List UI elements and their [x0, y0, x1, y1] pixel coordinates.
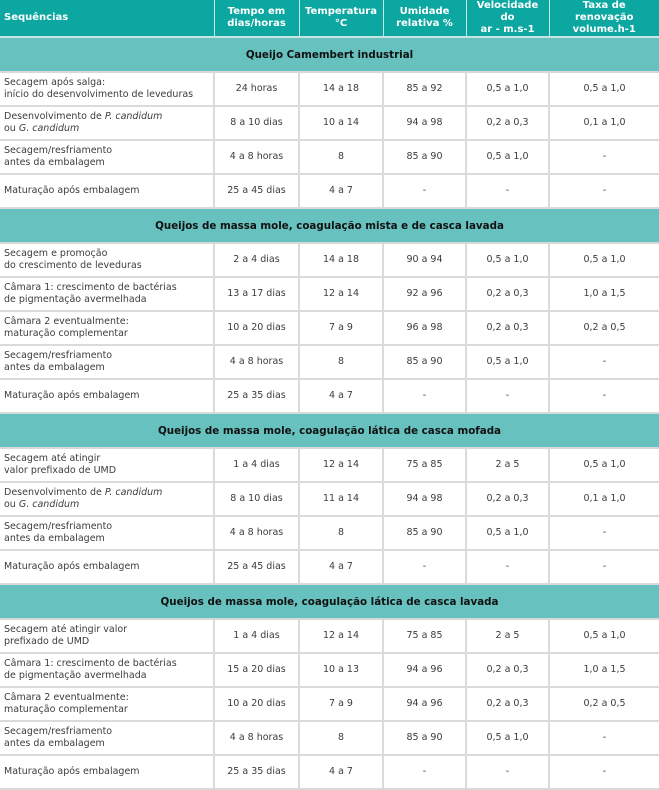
cell-sequencia: [0, 345, 214, 379]
sequence-text: Câmara 2 eventualmente:: [4, 316, 129, 327]
cell-umidade: -: [383, 755, 466, 789]
sequence-text: Maturação após embalagem: [4, 185, 140, 196]
table-row: [0, 516, 659, 550]
header-sequencias: [0, 0, 214, 37]
cell-sequencia: [0, 277, 214, 311]
cell-velocidade: 0,5 a 1,0: [466, 345, 549, 379]
sequence-text: valor prefixado de UMD: [4, 465, 117, 476]
cell-tempo: 25 a 35 dias: [214, 755, 299, 789]
sequence-text: Secagem após salga:: [4, 77, 106, 88]
species-name: G. candidum: [18, 123, 80, 134]
cell-sequencia: [0, 106, 214, 140]
table-row: [0, 550, 659, 584]
sequence-text: início do desenvolvimento de leveduras: [4, 89, 194, 100]
sequence-text: Maturação após embalagem: [4, 390, 140, 401]
cell-taxa: 1,0 a 1,5: [549, 277, 659, 311]
cell-sequencia: [0, 687, 214, 721]
cell-velocidade: 0,2 a 0,3: [466, 653, 549, 687]
cell-umidade: 94 a 98: [383, 482, 466, 516]
cell-temperatura: 11 a 14: [299, 482, 383, 516]
species-name: G. candidum: [18, 499, 80, 510]
sequence-text: de pigmentação avermelhada: [4, 670, 147, 681]
sequence-text: Câmara 1: crescimento de bactérias: [4, 282, 177, 293]
header-temperatura: [299, 0, 383, 37]
cell-umidade: 75 a 85: [383, 448, 466, 482]
cell-temperatura: 14 a 18: [299, 243, 383, 277]
cell-tempo: 4 a 8 horas: [214, 345, 299, 379]
table-row: [0, 72, 659, 106]
cell-temperatura: 12 a 14: [299, 448, 383, 482]
header-label: Sequências: [4, 12, 69, 23]
section-row: [0, 37, 659, 72]
table-row: [0, 653, 659, 687]
section-title: Queijo Camembert industrial: [0, 37, 659, 72]
cell-taxa: -: [549, 721, 659, 755]
cell-sequencia: [0, 379, 214, 413]
cell-taxa: -: [549, 345, 659, 379]
cell-umidade: 85 a 92: [383, 72, 466, 106]
cell-tempo: 24 horas: [214, 72, 299, 106]
cell-velocidade: 0,5 a 1,0: [466, 243, 549, 277]
sequence-text: Desenvolvimento de: [4, 487, 105, 498]
cell-taxa: 0,2 a 0,5: [549, 311, 659, 345]
cell-temperatura: 10 a 14: [299, 106, 383, 140]
sequence-text: Desenvolvimento de: [4, 111, 105, 122]
table-body: [0, 37, 659, 789]
section-row: [0, 413, 659, 448]
cell-tempo: 8 a 10 dias: [214, 482, 299, 516]
cell-taxa: -: [549, 174, 659, 208]
cell-velocidade: 0,2 a 0,3: [466, 311, 549, 345]
section-row: [0, 584, 659, 619]
cell-temperatura: 4 a 7: [299, 379, 383, 413]
cell-temperatura: 12 a 14: [299, 277, 383, 311]
section-title: Queijos de massa mole, coagulação lática de casca mofada: [0, 413, 659, 448]
cell-temperatura: 7 a 9: [299, 687, 383, 721]
cell-tempo: 4 a 8 horas: [214, 140, 299, 174]
cell-velocidade: 2 a 5: [466, 448, 549, 482]
cell-umidade: 85 a 90: [383, 345, 466, 379]
cell-umidade: 75 a 85: [383, 619, 466, 653]
species-name: P. candidum: [104, 487, 163, 498]
table-row: [0, 140, 659, 174]
cell-taxa: -: [549, 755, 659, 789]
cell-taxa: 0,2 a 0,5: [549, 687, 659, 721]
table-row: [0, 311, 659, 345]
cell-temperatura: 7 a 9: [299, 311, 383, 345]
table-row: [0, 619, 659, 653]
cell-umidade: -: [383, 174, 466, 208]
table-row: [0, 755, 659, 789]
table-row: [0, 345, 659, 379]
header-label: Tempo em: [227, 6, 286, 17]
cell-temperatura: 8: [299, 345, 383, 379]
header-label: ar - m.s-1: [480, 24, 535, 35]
sequence-text: antes da embalagem: [4, 738, 105, 749]
cell-temperatura: 4 a 7: [299, 755, 383, 789]
cell-sequencia: [0, 550, 214, 584]
cell-sequencia: [0, 140, 214, 174]
species-name: P. candidum: [104, 111, 163, 122]
cell-temperatura: 4 a 7: [299, 550, 383, 584]
cell-velocidade: -: [466, 550, 549, 584]
cell-umidade: 94 a 96: [383, 687, 466, 721]
cell-sequencia: [0, 243, 214, 277]
sequence-text: Secagem até atingir: [4, 453, 101, 464]
header-label: volume.h-1: [572, 24, 636, 35]
cell-taxa: 0,5 a 1,0: [549, 243, 659, 277]
cell-velocidade: 0,5 a 1,0: [466, 721, 549, 755]
section-row: [0, 208, 659, 243]
cell-velocidade: 0,2 a 0,3: [466, 687, 549, 721]
sequence-text: Maturação após embalagem: [4, 561, 140, 572]
cell-taxa: -: [549, 550, 659, 584]
header-label: dias/horas: [227, 18, 286, 29]
cell-tempo: 10 a 20 dias: [214, 311, 299, 345]
cell-tempo: 4 a 8 horas: [214, 516, 299, 550]
header-label: Velocidade do: [476, 0, 539, 23]
sequence-text: do crescimento de leveduras: [4, 260, 142, 271]
cell-temperatura: 12 a 14: [299, 619, 383, 653]
cell-taxa: 0,5 a 1,0: [549, 619, 659, 653]
cell-tempo: 25 a 35 dias: [214, 379, 299, 413]
section-title: Queijos de massa mole, coagulação lática de casca lavada: [0, 584, 659, 619]
table-row: [0, 482, 659, 516]
cell-taxa: 0,1 a 1,0: [549, 106, 659, 140]
cell-velocidade: -: [466, 755, 549, 789]
cell-taxa: 0,5 a 1,0: [549, 448, 659, 482]
header-label: relativa %: [396, 18, 453, 29]
cell-umidade: 96 a 98: [383, 311, 466, 345]
sequence-text: Secagem/resfriamento: [4, 350, 113, 361]
cell-umidade: -: [383, 550, 466, 584]
sequence-text: Secagem/resfriamento: [4, 145, 113, 156]
cell-temperatura: 10 a 13: [299, 653, 383, 687]
cell-sequencia: [0, 72, 214, 106]
cell-sequencia: [0, 653, 214, 687]
cell-taxa: -: [549, 140, 659, 174]
cell-velocidade: 2 a 5: [466, 619, 549, 653]
sequence-text: ou: [4, 123, 19, 134]
cell-temperatura: 8: [299, 721, 383, 755]
sequence-text: Câmara 1: crescimento de bactérias: [4, 658, 177, 669]
cell-velocidade: -: [466, 174, 549, 208]
cell-velocidade: 0,5 a 1,0: [466, 516, 549, 550]
cell-umidade: 94 a 98: [383, 106, 466, 140]
cell-velocidade: 0,2 a 0,3: [466, 482, 549, 516]
sequence-text: antes da embalagem: [4, 533, 105, 544]
header-umidade: [383, 0, 466, 37]
table-row: [0, 174, 659, 208]
sequence-text: antes da embalagem: [4, 157, 105, 168]
sequence-text: Secagem até atingir valor: [4, 624, 128, 635]
header-label: Taxa de renovação: [574, 0, 634, 23]
cell-umidade: 90 a 94: [383, 243, 466, 277]
sequence-text: Secagem e promoção: [4, 248, 108, 259]
cell-temperatura: 8: [299, 140, 383, 174]
cell-velocidade: 0,2 a 0,3: [466, 106, 549, 140]
header-velocidade: [466, 0, 549, 37]
table-row: [0, 448, 659, 482]
cell-velocidade: 0,5 a 1,0: [466, 140, 549, 174]
cell-umidade: 85 a 90: [383, 516, 466, 550]
table-row: [0, 243, 659, 277]
cell-taxa: 0,5 a 1,0: [549, 72, 659, 106]
cell-tempo: 25 a 45 dias: [214, 174, 299, 208]
header-label: Temperatura: [305, 6, 377, 17]
cell-sequencia: [0, 755, 214, 789]
cell-velocidade: 0,5 a 1,0: [466, 72, 549, 106]
header-row: [0, 0, 659, 37]
cell-temperatura: 8: [299, 516, 383, 550]
table-row: [0, 277, 659, 311]
cell-sequencia: [0, 448, 214, 482]
table-row: [0, 379, 659, 413]
cell-taxa: -: [549, 516, 659, 550]
sequence-text: Secagem/resfriamento: [4, 726, 113, 737]
header-tempo: [214, 0, 299, 37]
table-row: [0, 106, 659, 140]
cell-umidade: 92 a 96: [383, 277, 466, 311]
sequence-text: Câmara 2 eventualmente:: [4, 692, 129, 703]
cell-sequencia: [0, 311, 214, 345]
cell-temperatura: 14 a 18: [299, 72, 383, 106]
cell-umidade: -: [383, 379, 466, 413]
cell-sequencia: [0, 482, 214, 516]
cell-sequencia: [0, 619, 214, 653]
sequence-text: maturação complementar: [4, 328, 128, 339]
cell-velocidade: 0,2 a 0,3: [466, 277, 549, 311]
cell-umidade: 85 a 90: [383, 140, 466, 174]
cell-tempo: 2 a 4 dias: [214, 243, 299, 277]
cell-sequencia: [0, 516, 214, 550]
cell-tempo: 1 a 4 dias: [214, 448, 299, 482]
cell-velocidade: -: [466, 379, 549, 413]
cell-taxa: -: [549, 379, 659, 413]
sequence-text: antes da embalagem: [4, 362, 105, 373]
header-label: Umidade: [399, 6, 450, 17]
sequence-text: maturação complementar: [4, 704, 128, 715]
cell-tempo: 15 a 20 dias: [214, 653, 299, 687]
sequence-text: Secagem/resfriamento: [4, 521, 113, 532]
cell-tempo: 10 a 20 dias: [214, 687, 299, 721]
sequence-text: ou: [4, 499, 19, 510]
cell-sequencia: [0, 174, 214, 208]
cell-tempo: 25 a 45 dias: [214, 550, 299, 584]
cell-umidade: 85 a 90: [383, 721, 466, 755]
sequence-text: Maturação após embalagem: [4, 766, 140, 777]
cell-tempo: 8 a 10 dias: [214, 106, 299, 140]
section-title: Queijos de massa mole, coagulação mista e de casca lavada: [0, 208, 659, 243]
cell-sequencia: [0, 721, 214, 755]
sequence-text: de pigmentação avermelhada: [4, 294, 147, 305]
cell-tempo: 1 a 4 dias: [214, 619, 299, 653]
header-label: °C: [334, 18, 348, 29]
cell-tempo: 4 a 8 horas: [214, 721, 299, 755]
table-row: [0, 721, 659, 755]
cell-temperatura: 4 a 7: [299, 174, 383, 208]
cell-taxa: 0,1 a 1,0: [549, 482, 659, 516]
sequence-text: prefixado de UMD: [4, 636, 90, 647]
cell-taxa: 1,0 a 1,5: [549, 653, 659, 687]
cell-tempo: 13 a 17 dias: [214, 277, 299, 311]
header-taxa: [549, 0, 659, 37]
table-row: [0, 687, 659, 721]
cell-umidade: 94 a 96: [383, 653, 466, 687]
